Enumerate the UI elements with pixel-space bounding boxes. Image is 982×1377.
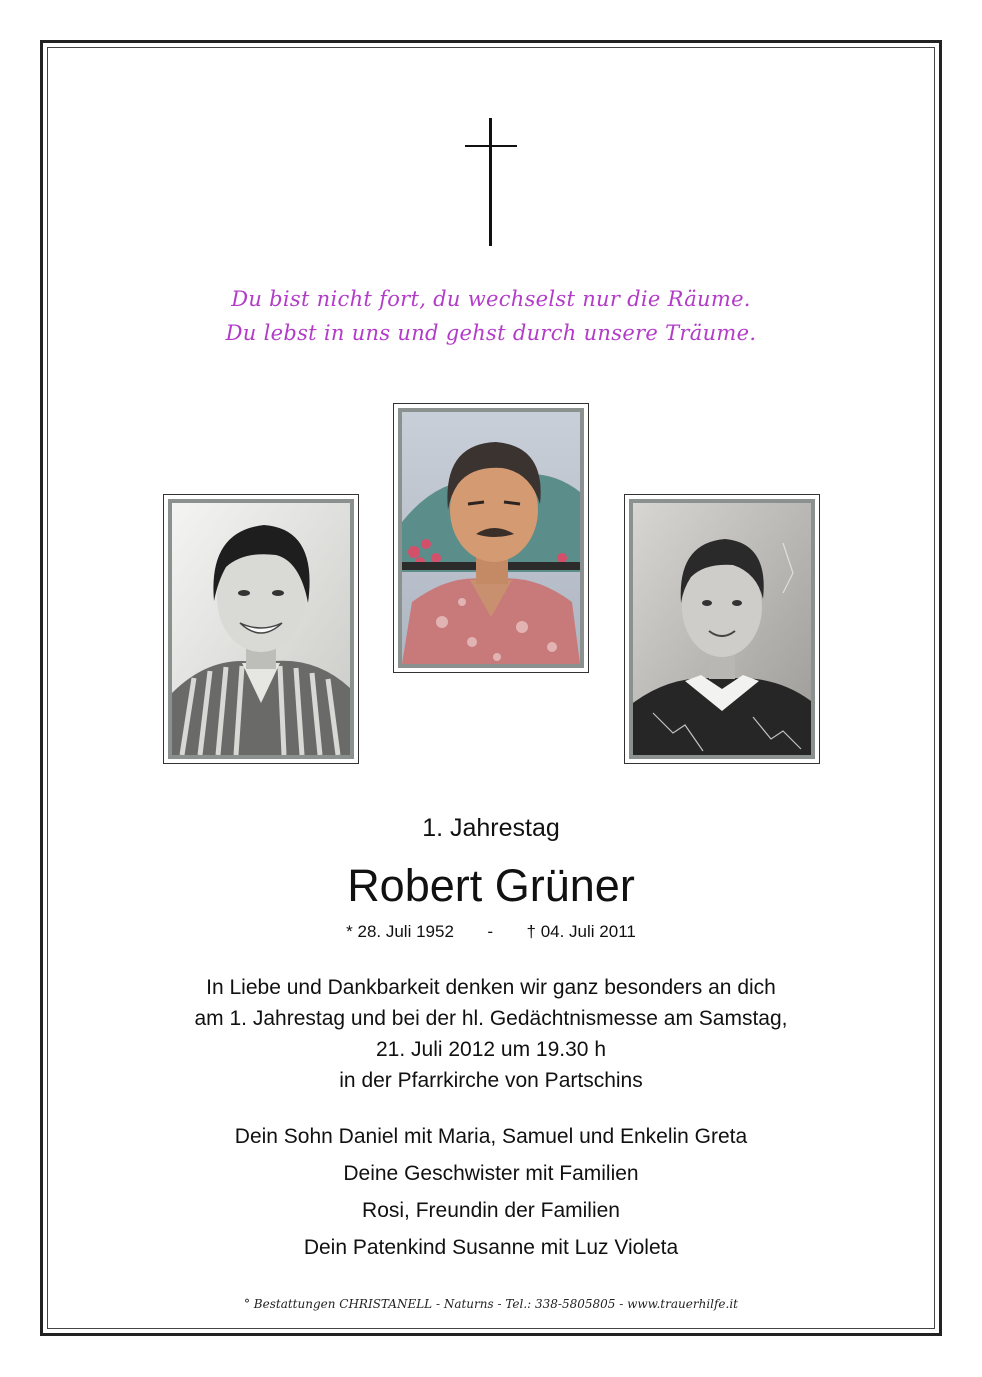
verse-line-1: Du bist nicht fort, du wechselst nur die Räume. bbox=[231, 287, 751, 311]
funeral-home-footer: ° Bestattungen CHRISTANELL - Naturns - Tel.: 338-5805805 - www.trauerhilfe.it bbox=[243, 1297, 739, 1311]
portrait-teen-image bbox=[172, 503, 350, 755]
family-line: Rosi, Freundin der Familien bbox=[362, 1199, 620, 1222]
message-line-4: in der Pfarrkirche von Partschins bbox=[339, 1069, 643, 1092]
portrait-adult-image bbox=[402, 412, 580, 664]
portrait-child-image bbox=[633, 503, 811, 755]
family-line: Dein Patenkind Susanne mit Luz Violeta bbox=[303, 1236, 679, 1259]
verse-line-2: Du lebst in uns und gehst durch unsere Träume. bbox=[225, 321, 757, 345]
photo-frame-right bbox=[624, 494, 820, 764]
cross-icon bbox=[465, 118, 517, 246]
family-list bbox=[0, 1118, 982, 1266]
birth-date: * 28. Juli 1952 bbox=[346, 922, 454, 941]
family-line: Deine Geschwister mit Familien bbox=[343, 1162, 639, 1185]
family-line: Dein Sohn Daniel mit Maria, Samuel und Enkelin Greta bbox=[234, 1125, 748, 1148]
photo-frame-center bbox=[393, 403, 589, 673]
deceased-name: Robert Grüner bbox=[347, 860, 635, 911]
memorial-message bbox=[0, 972, 982, 1096]
photo-frame-left bbox=[163, 494, 359, 764]
message-line-1: In Liebe und Dankbarkeit denken wir ganz besonders an dich bbox=[206, 976, 776, 999]
date-separator: - bbox=[487, 922, 494, 941]
occasion-heading: 1. Jahrestag bbox=[422, 814, 560, 842]
message-line-2: am 1. Jahrestag und bei der hl. Gedächtnismesse am Samstag, bbox=[194, 1007, 788, 1030]
death-date: † 04. Juli 2011 bbox=[526, 922, 636, 941]
life-dates bbox=[0, 922, 982, 942]
memorial-verse bbox=[0, 282, 982, 350]
message-line-3: 21. Juli 2012 um 19.30 h bbox=[376, 1038, 606, 1061]
